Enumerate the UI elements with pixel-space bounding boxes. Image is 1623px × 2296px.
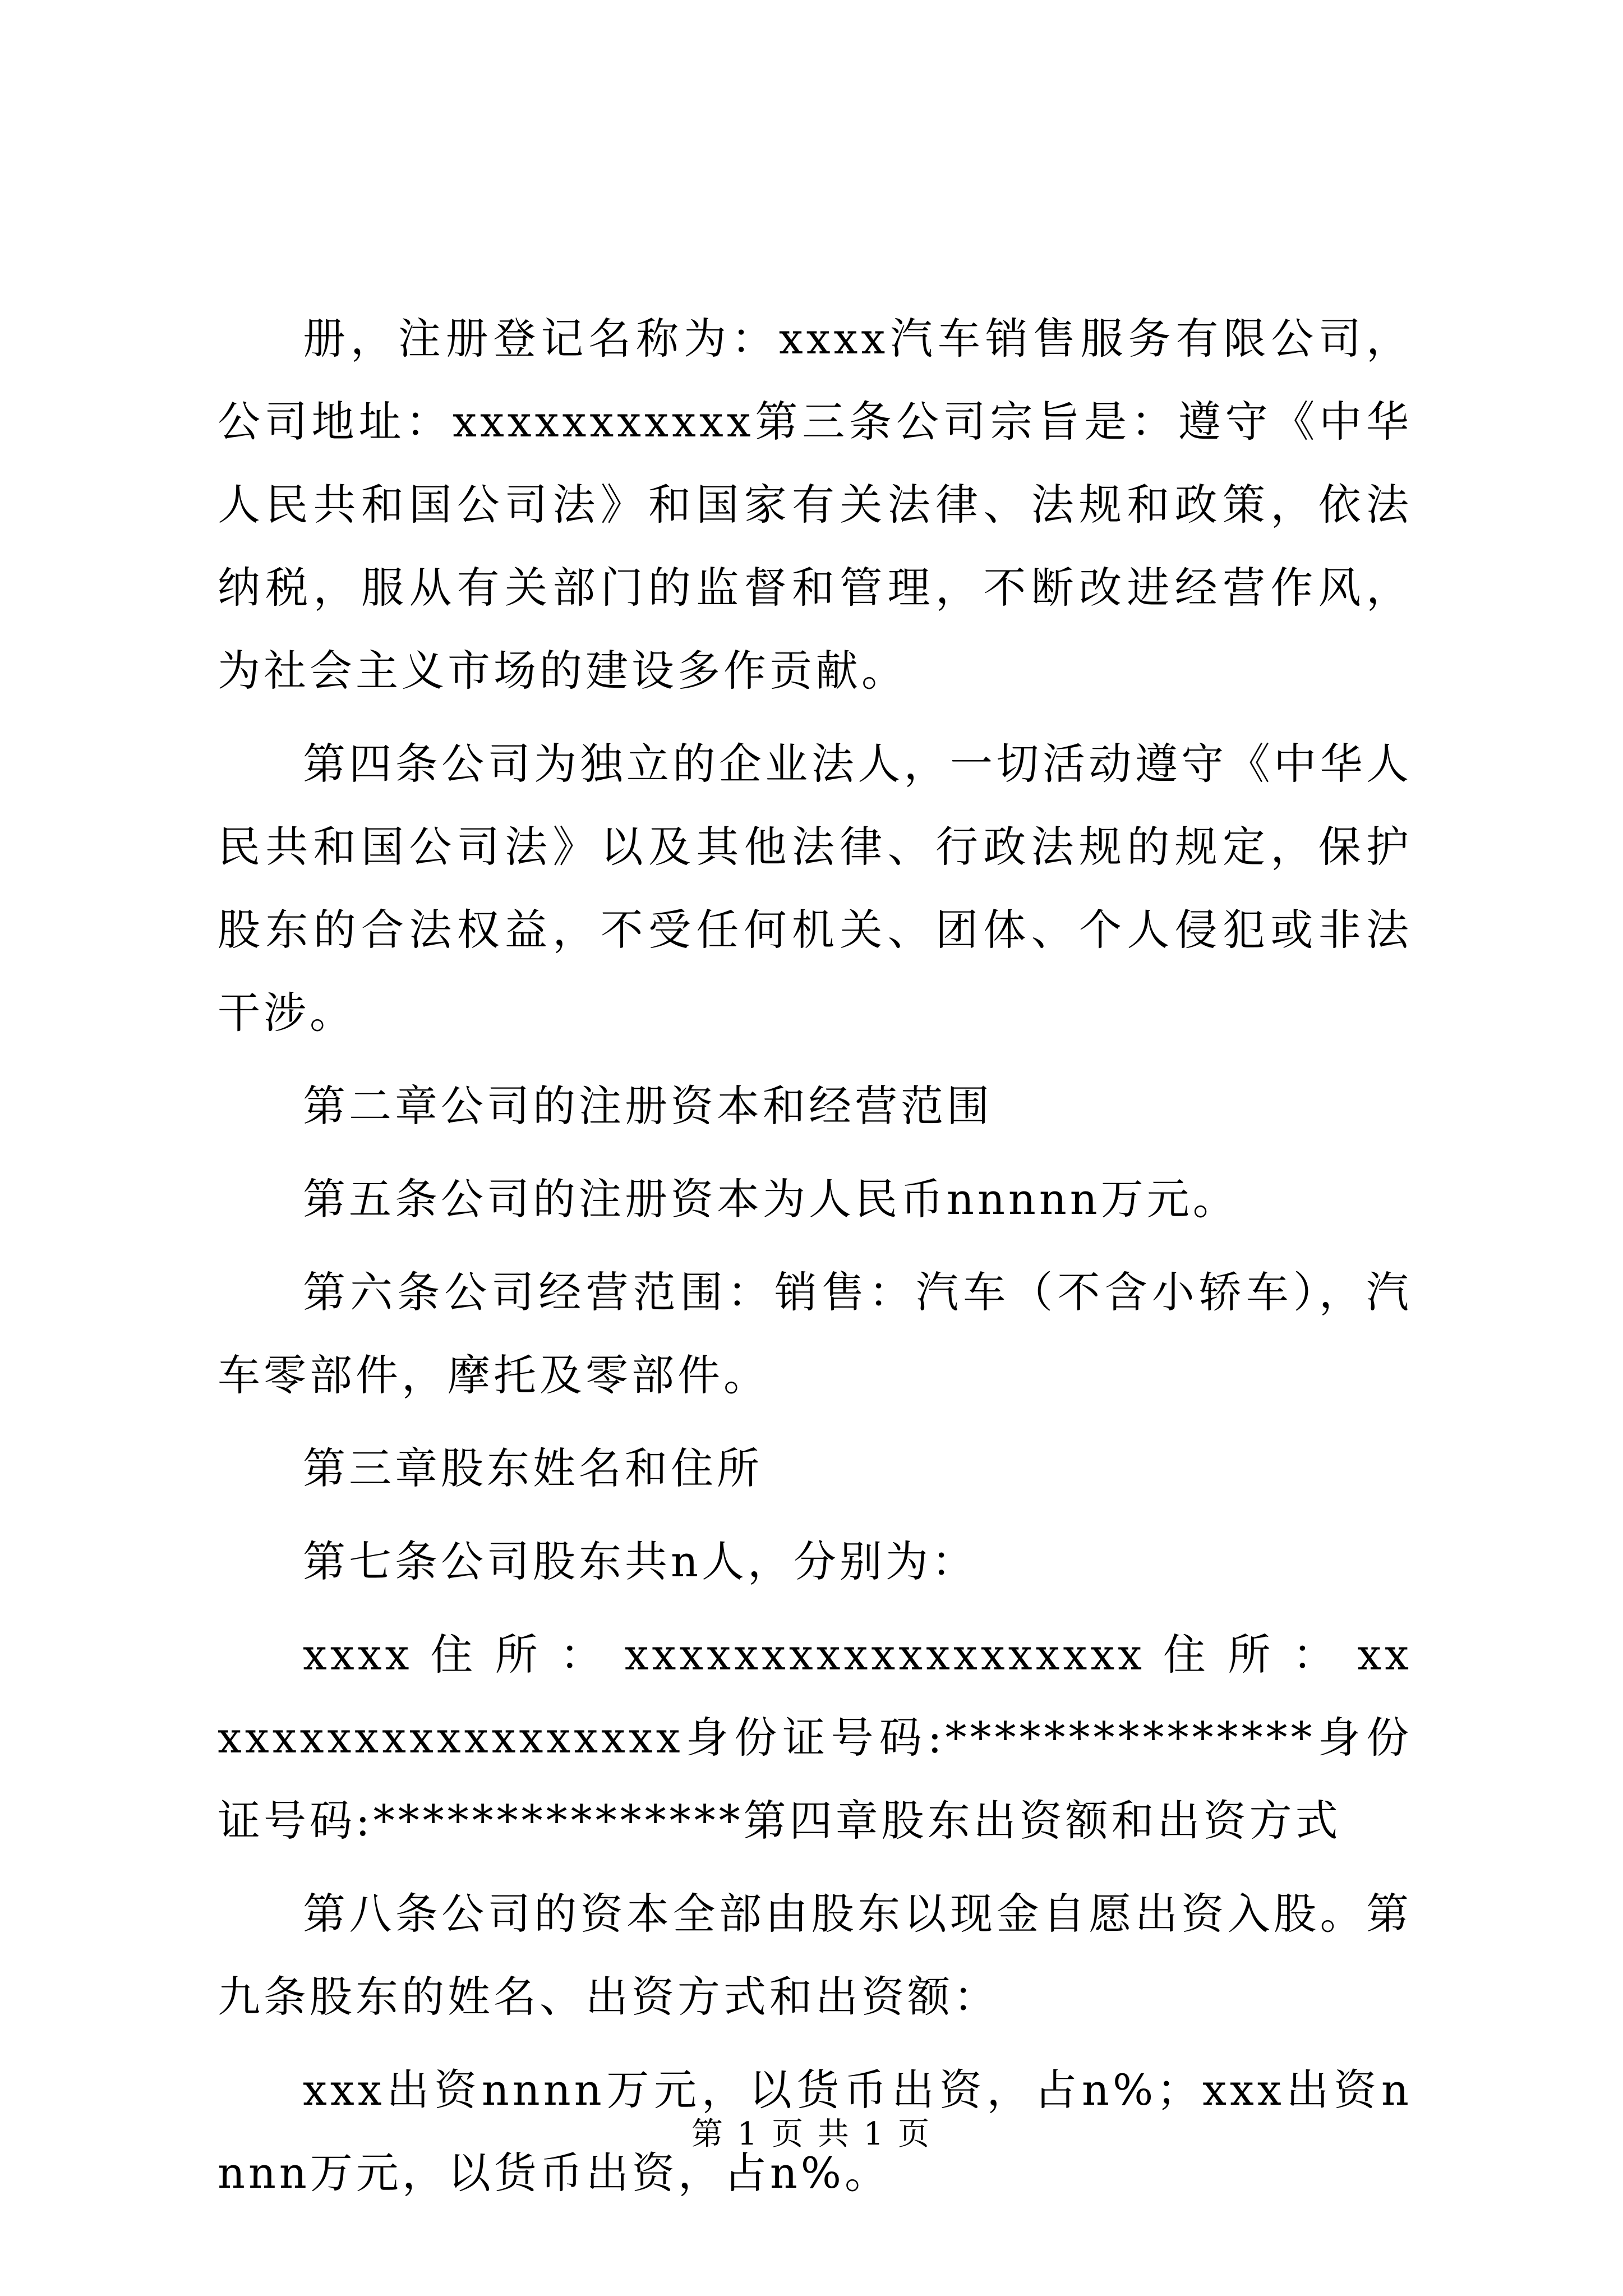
page-footer: 第 1 页 共 1 页 — [691, 2116, 932, 2152]
paragraph-shareholder-list: xxxx 住 所 ： xxxxxxxxxxxxxxxxxxx 住 所 ： xxxxxxxxxxxxxxxxxxx身份证号码:***************身份证号码:***************第四章股东出资额和出资方式 — [218, 1630, 1412, 1846]
paragraph-article-4: 第四条公司为独立的企业法人，一切活动遵守《中华人民共和国公司法》以及其他法律、行政法规的规定，保护股东的合法权益，不受任何机关、团体、个人侵犯或非法干涉。 — [218, 739, 1412, 1038]
chapter-2-heading: 第二章公司的注册资本和经营范围 — [303, 1081, 993, 1131]
paragraph-company-name-purpose: 册，注册登记名称为：xxxx汽车销售服务有限公司，公司地址：xxxxxxxxxxx第三条公司宗旨是：遵守《中华人民共和国公司法》和国家有关法律、法规和政策，依法纳税，服从有关部门的监督和管理，不断改进经营作风，为社会主义市场的建设多作贡献。 — [218, 314, 1412, 696]
paragraph-article-8-9: 第八条公司的资本全部由股东以现金自愿出资入股。第九条股东的姓名、出资方式和出资额： — [218, 1889, 1412, 2022]
paragraph-capital-contribution: xxx出资nnnn万元，以货币出资，占n%；xxx出资nnnn万元，以货币出资，占n%。 — [218, 2065, 1412, 2198]
paragraph-article-5: 第五条公司的注册资本为人民币nnnnn万元。 — [303, 1174, 1239, 1224]
paragraph-article-6: 第六条公司经营范围：销售：汽车（不含小轿车），汽车零部件，摩托及零部件。 — [218, 1267, 1412, 1400]
document-body — [218, 297, 1412, 2225]
paragraph-article-7: 第七条公司股东共n人，分别为： — [303, 1536, 978, 1586]
chapter-3-heading: 第三章股东姓名和住所 — [303, 1443, 763, 1493]
